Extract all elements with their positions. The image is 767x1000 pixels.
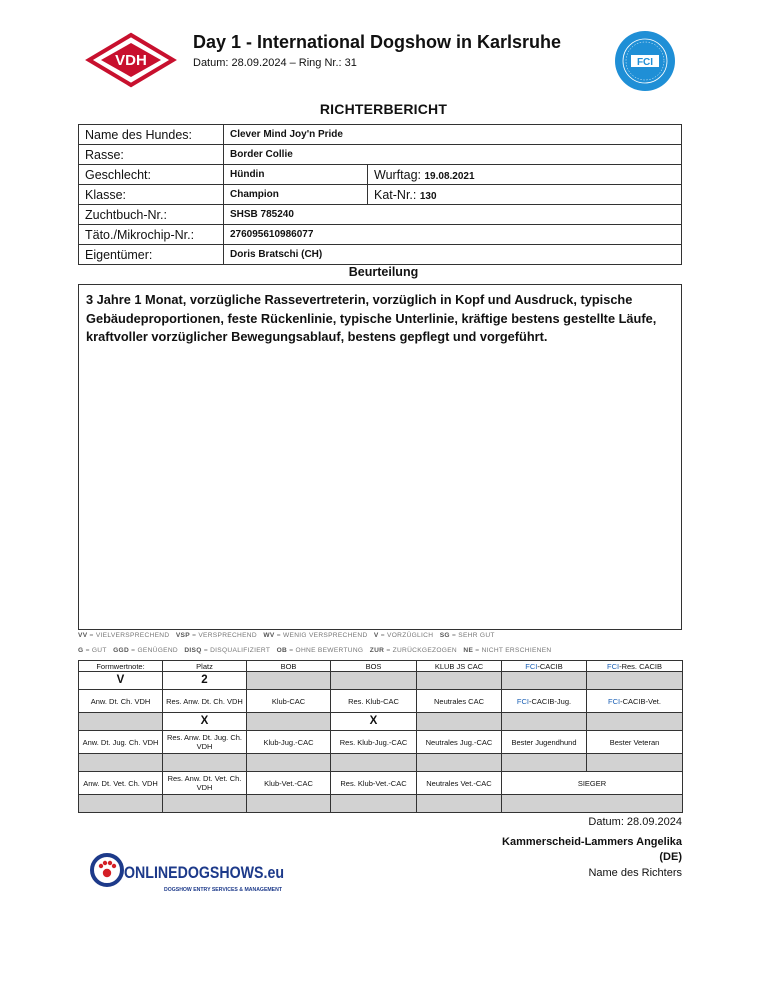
grades-mark-row-2 (79, 754, 683, 772)
legend-abbr: SG (439, 632, 450, 639)
dog-breed: Border Collie (224, 145, 682, 165)
class-label: Klasse: (79, 185, 224, 205)
grades-table (78, 660, 683, 813)
owner-label: Eigentümer: (79, 245, 224, 265)
grades-mark-row-1 (79, 713, 683, 731)
show-date-ring: Datum: 28.09.2024 – Ring Nr.: 31 (193, 57, 357, 69)
judge-label: Name des Richters (588, 867, 682, 879)
cacib-header (502, 661, 587, 672)
legend-abbr: WV (263, 632, 275, 639)
bob-header: BOB (247, 661, 331, 672)
birth-label: Wurftag: (374, 167, 422, 182)
legend-text: = DISQUALIFIZIERT (203, 647, 271, 654)
legend-text: = OHNE BEWERTUNG (289, 647, 364, 654)
dog-sex: Hündin (224, 165, 368, 185)
legend-abbr: DISQ (184, 647, 202, 654)
empty-cell (587, 713, 683, 731)
legend-abbr: ZUR (369, 647, 385, 654)
res-anw-dt-jug: Res. Anw. Dt. Jug. Ch. VDH (163, 731, 247, 754)
grades-header-row (79, 661, 683, 672)
row-owner (79, 245, 682, 265)
formwert-value: V (79, 672, 163, 690)
vdh-logo (86, 32, 176, 88)
assessment-text: 3 Jahre 1 Monat, vorzügliche Rassevertreterin, vorzüglich in Kopf und Ausdruck, typische Gebäudeproportionen, feste Rückenlinie, typische Unterlinie, kräftige bestens gestellte Läufe, kraftvoller vorzüglicher Bewegungsablauf, bestens gepflegt und vorgeführt. (78, 284, 682, 630)
klub-vet-cac: Klub-Vet.-CAC (247, 772, 331, 795)
empty-cell (79, 754, 163, 772)
report-date: Datum: 28.09.2024 (588, 816, 682, 828)
empty-cell (247, 672, 331, 690)
sex-label: Geschlecht: (79, 165, 224, 185)
legend-text: = NICHT ERSCHIENEN (475, 647, 552, 654)
catalog-cell (368, 185, 682, 205)
studbook-label: Zuchtbuch-Nr.: (79, 205, 224, 225)
empty-cell (247, 713, 331, 731)
cacib-vet (587, 690, 683, 713)
row-name (79, 125, 682, 145)
legend-text: = WENIG VERSPRECHEND (276, 632, 368, 639)
res-anw-dt-ch-mark: X (163, 713, 247, 731)
fci-logo-text: FCI (636, 57, 654, 68)
res-klub-jug-cac: Res. Klub-Jug.-CAC (331, 731, 417, 754)
chip-label: Täto./Mikrochip-Nr.: (79, 225, 224, 245)
legend-text: = ZURÜCKGEZOGEN (386, 647, 457, 654)
assessment-heading: Beurteilung (348, 265, 419, 279)
legend-abbr: V (373, 632, 379, 639)
neutrales-jug-cac: Neutrales Jug.-CAC (417, 731, 502, 754)
breed-label: Rasse: (79, 145, 224, 165)
anw-dt-ch: Anw. Dt. Ch. VDH (79, 690, 163, 713)
empty-cell (79, 713, 163, 731)
legend-abbr: GGD (113, 647, 130, 654)
res-klub-cac: Res. Klub-CAC (331, 690, 417, 713)
legend-text: = VORZÜGLICH (380, 632, 434, 639)
grades-label-row-2 (79, 731, 683, 754)
empty-cell (417, 713, 502, 731)
catalog-label: Kat-Nr.: (374, 187, 417, 202)
legend-text: = GENÜGEND (131, 647, 178, 654)
grades-value-row (79, 672, 683, 690)
legend-abbr: NE (463, 647, 474, 654)
grade-legend-line-2 (78, 647, 551, 654)
row-sex (79, 165, 682, 185)
fci-prefix: FCI (608, 696, 621, 706)
cacib-jug-suffix: -CACIB-Jug. (529, 696, 572, 706)
dog-info-table (78, 124, 682, 265)
legend-abbr: VV (78, 632, 88, 639)
catalog-number: 130 (419, 190, 437, 202)
empty-cell (331, 795, 417, 813)
birth-cell (368, 165, 682, 185)
empty-cell (331, 754, 417, 772)
name-label: Name des Hundes: (79, 125, 224, 145)
fci-prefix: FCI (525, 661, 538, 671)
grade-legend-line-1 (78, 632, 495, 639)
res-cacib-header (587, 661, 683, 672)
res-klub-vet-cac: Res. Klub-Vet.-CAC (331, 772, 417, 795)
onlinedogshows-logo (90, 850, 290, 896)
studbook-number: SHSB 785240 (224, 205, 682, 225)
dog-name: Clever Mind Joy'n Pride (224, 125, 682, 145)
ods-logo-tagline: DOGSHOW ENTRY SERVICES & MANAGEMENT (164, 887, 283, 893)
res-anw-dt-vet: Res. Anw. Dt. Vet. Ch. VDH (163, 772, 247, 795)
report-title: RICHTERBERICHT (319, 101, 448, 117)
empty-cell (79, 795, 163, 813)
neutrales-cac: Neutrales CAC (417, 690, 502, 713)
klub-cac: Klub-CAC (247, 690, 331, 713)
empty-cell (587, 672, 683, 690)
judge-name-block (502, 835, 682, 865)
legend-abbr: VSP (175, 632, 190, 639)
legend-text: = VERSPRECHEND (192, 632, 257, 639)
res-klub-cac-mark: X (331, 713, 417, 731)
row-breed (79, 145, 682, 165)
klub-jug-cac: Klub-Jug.-CAC (247, 731, 331, 754)
dog-class: Champion (224, 185, 368, 205)
res-cacib-suffix: -Res. CACIB (619, 661, 663, 671)
empty-cell (331, 672, 417, 690)
empty-cell (587, 754, 683, 772)
empty-cell (247, 795, 331, 813)
judge-country: (DE) (659, 851, 682, 863)
row-class (79, 185, 682, 205)
empty-cell (247, 754, 331, 772)
dog-birth: 19.08.2021 (424, 170, 475, 182)
anw-dt-jug: Anw. Dt. Jug. Ch. VDH (79, 731, 163, 754)
legend-abbr: G (78, 647, 84, 654)
bester-jugendhund: Bester Jugendhund (502, 731, 587, 754)
judge-name: Kammerscheid-Lammers Angelika (502, 836, 682, 848)
fci-logo (614, 30, 676, 92)
sieger: SIEGER (502, 772, 683, 795)
platz-value: 2 (163, 672, 247, 690)
neutrales-vet-cac: Neutrales Vet.-CAC (417, 772, 502, 795)
ods-logo-text: ONLINEDOGSHOWS.eu (124, 864, 284, 882)
res-anw-dt-ch: Res. Anw. Dt. Ch. VDH (163, 690, 247, 713)
empty-cell (417, 754, 502, 772)
fci-prefix: FCI (516, 696, 529, 706)
empty-cell (163, 795, 247, 813)
legend-text: = VIELVERSPRECHEND (89, 632, 170, 639)
formwert-header: Formwertnote: (79, 661, 163, 672)
vdh-logo-text: VDH (115, 52, 147, 69)
legend-text: = GUT (85, 647, 107, 654)
empty-cell (502, 795, 683, 813)
bester-veteran: Bester Veteran (587, 731, 683, 754)
cacib-jug (502, 690, 587, 713)
platz-header: Platz (163, 661, 247, 672)
chip-number: 276095610986077 (224, 225, 682, 245)
grades-mark-row-3 (79, 795, 683, 813)
empty-cell (502, 754, 587, 772)
anw-dt-vet: Anw. Dt. Vet. Ch. VDH (79, 772, 163, 795)
empty-cell (502, 713, 587, 731)
legend-text: = SEHR GUT (451, 632, 495, 639)
cacib-vet-suffix: -CACIB-Vet. (620, 696, 661, 706)
show-title: Day 1 - International Dogshow in Karlsruhe (193, 32, 562, 52)
empty-cell (417, 672, 502, 690)
fci-prefix: FCI (606, 661, 620, 671)
empty-cell (417, 795, 502, 813)
row-studbook (79, 205, 682, 225)
klub-js-cac-header: KLUB JS CAC (417, 661, 502, 672)
bos-header: BOS (331, 661, 417, 672)
row-chip (79, 225, 682, 245)
legend-abbr: OB (276, 647, 288, 654)
cacib-suffix: -CACIB (537, 661, 563, 671)
grades-label-row-3 (79, 772, 683, 795)
empty-cell (502, 672, 587, 690)
owner-name: Doris Bratschi (CH) (224, 245, 682, 265)
empty-cell (163, 754, 247, 772)
grades-label-row-1 (79, 690, 683, 713)
